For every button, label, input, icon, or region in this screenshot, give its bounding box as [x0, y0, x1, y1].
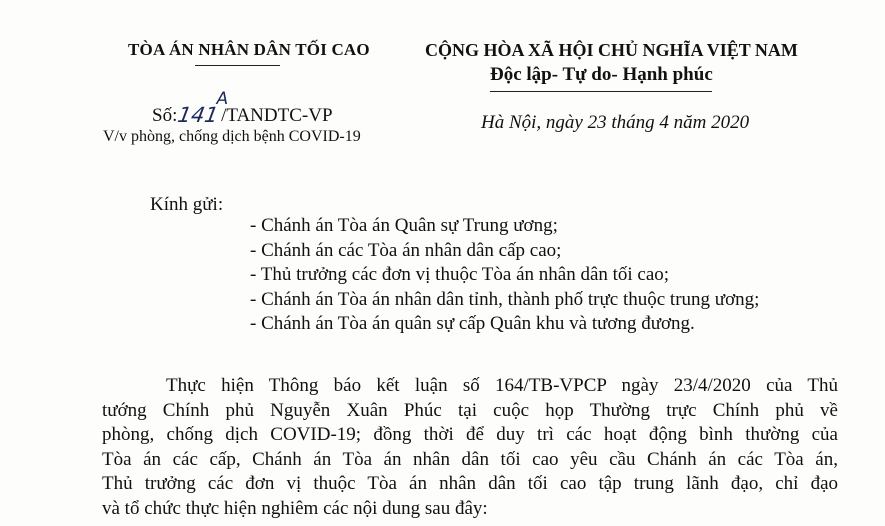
handwritten-number: 141 — [176, 103, 221, 127]
body-paragraph — [102, 374, 838, 522]
doc-number-prefix: Số: — [152, 105, 178, 126]
body-line: Thủ trưởng các đơn vị thuộc Tòa án nhân dân tối cao tập trung lãnh đạo, chỉ đạo — [102, 473, 838, 495]
doc-number-code: /TANDTC-VP — [221, 105, 333, 126]
body-line: Tòa án các cấp, Chánh án Tòa án nhân dân tối cao yêu cầu Chánh án các Tòa án, — [102, 448, 838, 470]
national-title: CỘNG HÒA XÃ HỘI CHỦ NGHĨA VIỆT NAM — [425, 40, 798, 60]
motto-underline — [490, 91, 712, 92]
body-line: và tổ chức thực hiện nghiêm các nội dung sau đây: — [102, 497, 488, 519]
recipient-item: - Chánh án Tòa án nhân dân tỉnh, thành phố trực thuộc trung ương; — [250, 288, 760, 310]
recipient-item: - Chánh án Tòa án quân sự cấp Quân khu và tương đương. — [250, 313, 695, 334]
national-motto: Độc lập- Tự do- Hạnh phúc — [490, 64, 713, 85]
organization-underline — [195, 65, 280, 66]
body-line: Thực hiện Thông báo kết luận số 164/TB-VPCP ngày 23/4/2020 của Thủ — [166, 375, 838, 396]
recipient-item: - Chánh án các Tòa án nhân dân cấp cao; — [250, 239, 562, 261]
issuing-organization: TÒA ÁN NHÂN DÂN TỐI CAO — [128, 40, 370, 59]
recipient-list — [250, 214, 759, 337]
document-number — [152, 89, 333, 127]
recipient-item: - Thủ trưởng các đơn vị thuộc Tòa án nhân dân tối cao; — [250, 264, 670, 285]
issue-date: Hà Nội, ngày 23 tháng 4 năm 2020 — [481, 112, 750, 133]
body-line: tướng Chính phủ Nguyễn Xuân Phúc tại cuộc họp Thường trực Chính phủ về — [102, 399, 838, 421]
handwritten-suffix: A — [216, 89, 229, 109]
recipient-item: - Chánh án Tòa án Quân sự Trung ương; — [250, 215, 558, 236]
greeting: Kính gửi: — [150, 194, 224, 215]
body-line: phòng, chống dịch COVID-19; đồng thời để duy trì các hoạt động bình thường của — [102, 424, 838, 446]
document-subject: V/v phòng, chống dịch bệnh COVID-19 — [103, 128, 361, 145]
